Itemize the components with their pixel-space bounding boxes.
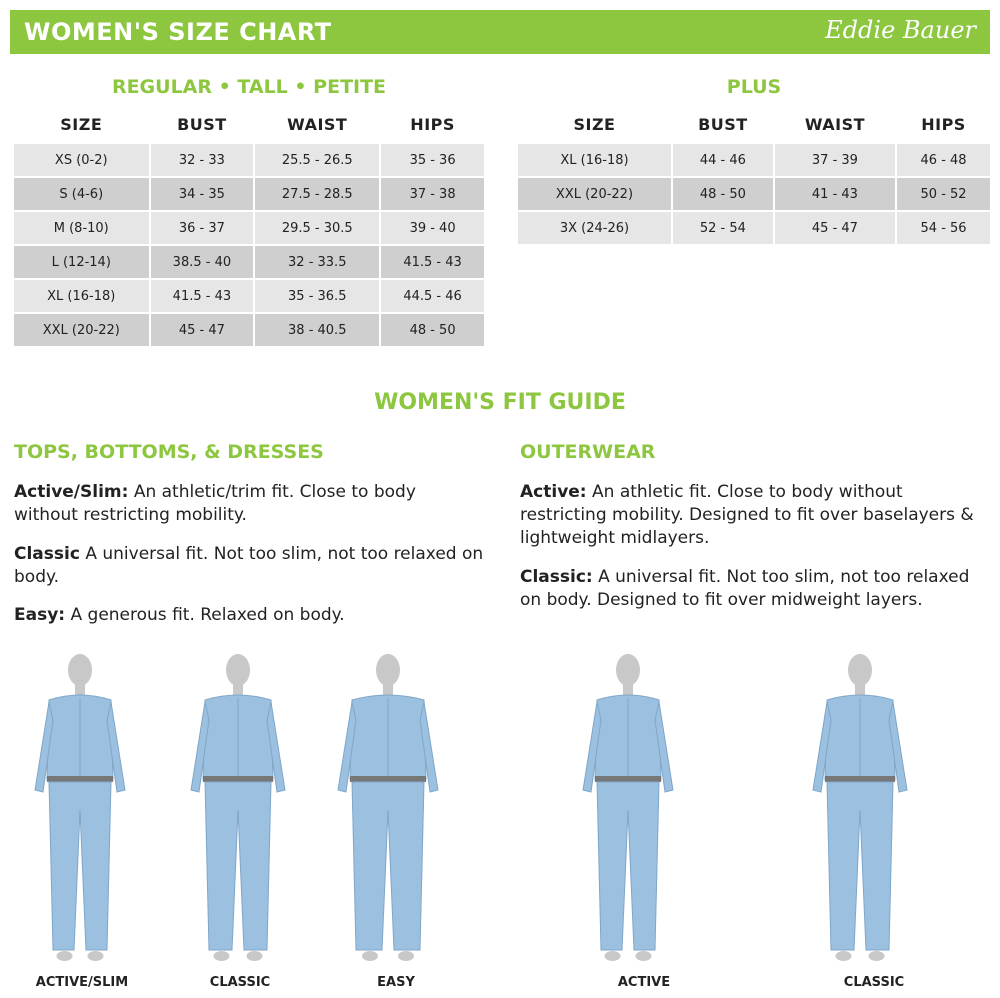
regular-size-table	[12, 104, 486, 348]
tops-heading: TOPS, BOTTOMS, & DRESSES	[14, 441, 324, 463]
outerwear-heading: OUTERWEAR	[520, 441, 656, 463]
table-cell: 37 - 38	[381, 178, 484, 210]
figure-label-outerwear-active: ACTIVE	[617, 975, 671, 990]
table-cell: L (12-14)	[14, 246, 149, 278]
table-cell: XXL (20-22)	[518, 178, 671, 210]
fit-guide-title: WOMEN'S FIT GUIDE	[374, 390, 626, 415]
table-row	[14, 178, 484, 210]
table-cell: 29.5 - 30.5	[255, 212, 379, 244]
table-row	[518, 212, 990, 244]
brand-logo: Eddie Bauer	[825, 16, 976, 44]
table-cell: 39 - 40	[381, 212, 484, 244]
plus-col-header: SIZE	[518, 106, 671, 142]
table-cell: 41 - 43	[775, 178, 895, 210]
table-cell: 34 - 35	[151, 178, 254, 210]
tops-active-desc: Active/Slim: An athletic/trim fit. Close to body without restricting mobility.	[14, 482, 416, 525]
figure-label-classic: CLASSIC	[209, 975, 271, 990]
page-title: WOMEN'S SIZE CHART	[24, 18, 332, 46]
table-cell: 38 - 40.5	[255, 314, 379, 346]
table-cell: M (8-10)	[14, 212, 149, 244]
regular-table-title: REGULAR • TALL • PETITE	[111, 76, 387, 98]
figure-label-outerwear-classic: CLASSIC	[843, 975, 905, 990]
regular-col-header: WAIST	[255, 106, 379, 142]
table-cell: XL (16-18)	[518, 144, 671, 176]
table-cell: 45 - 47	[775, 212, 895, 244]
table-cell: 41.5 - 43	[151, 280, 254, 312]
table-cell: 38.5 - 40	[151, 246, 254, 278]
plus-col-header: BUST	[673, 106, 773, 142]
table-row	[14, 246, 484, 278]
table-cell: XL (16-18)	[14, 280, 149, 312]
table-cell: 36 - 37	[151, 212, 254, 244]
table-cell: 35 - 36	[381, 144, 484, 176]
table-cell: 45 - 47	[151, 314, 254, 346]
table-cell: 54 - 56	[897, 212, 990, 244]
table-cell: S (4-6)	[14, 178, 149, 210]
table-cell: 44 - 46	[673, 144, 773, 176]
figure-easy	[328, 650, 448, 974]
table-row	[14, 280, 484, 312]
table-row	[518, 178, 990, 210]
regular-col-header: BUST	[151, 106, 254, 142]
table-cell: 32 - 33.5	[255, 246, 379, 278]
table-cell: 44.5 - 46	[381, 280, 484, 312]
table-row	[518, 144, 990, 176]
table-cell: 25.5 - 26.5	[255, 144, 379, 176]
table-row	[14, 212, 484, 244]
table-cell: XS (0-2)	[14, 144, 149, 176]
table-row	[14, 314, 484, 346]
regular-col-header: SIZE	[14, 106, 149, 142]
table-cell: 27.5 - 28.5	[255, 178, 379, 210]
plus-table-title: PLUS	[726, 76, 782, 98]
table-row	[14, 144, 484, 176]
table-cell: 46 - 48	[897, 144, 990, 176]
outerwear-classic-desc: Classic: A universal fit. Not too slim, not too relaxed on body. Designed to fit over midweight layers.	[520, 567, 970, 610]
tops-easy-desc: Easy: A generous fit. Relaxed on body.	[14, 605, 345, 625]
table-cell: 32 - 33	[151, 144, 254, 176]
plus-col-header: WAIST	[775, 106, 895, 142]
table-cell: 48 - 50	[381, 314, 484, 346]
table-cell: 37 - 39	[775, 144, 895, 176]
figure-classic	[178, 650, 298, 974]
plus-col-header: HIPS	[897, 106, 990, 142]
table-cell: 50 - 52	[897, 178, 990, 210]
regular-col-header: HIPS	[381, 106, 484, 142]
table-cell: 41.5 - 43	[381, 246, 484, 278]
figure-outerwear-active	[568, 650, 688, 974]
table-cell: 35 - 36.5	[255, 280, 379, 312]
tops-classic-desc: Classic A universal fit. Not too slim, not too relaxed on body.	[14, 544, 484, 587]
plus-size-table	[516, 104, 992, 246]
table-cell: 52 - 54	[673, 212, 773, 244]
table-cell: 3X (24-26)	[518, 212, 671, 244]
figure-label-easy: EASY	[377, 975, 415, 990]
header-banner	[10, 10, 990, 54]
outerwear-active-desc: Active: An athletic fit. Close to body without restricting mobility. Designed to fit over baselayers & lightweight midlayers.	[520, 482, 974, 548]
table-cell: XXL (20-22)	[14, 314, 149, 346]
table-cell: 48 - 50	[673, 178, 773, 210]
figure-active-slim	[20, 650, 140, 974]
figure-outerwear-classic	[800, 650, 920, 974]
figure-label-active-slim: ACTIVE/SLIM	[35, 975, 129, 990]
